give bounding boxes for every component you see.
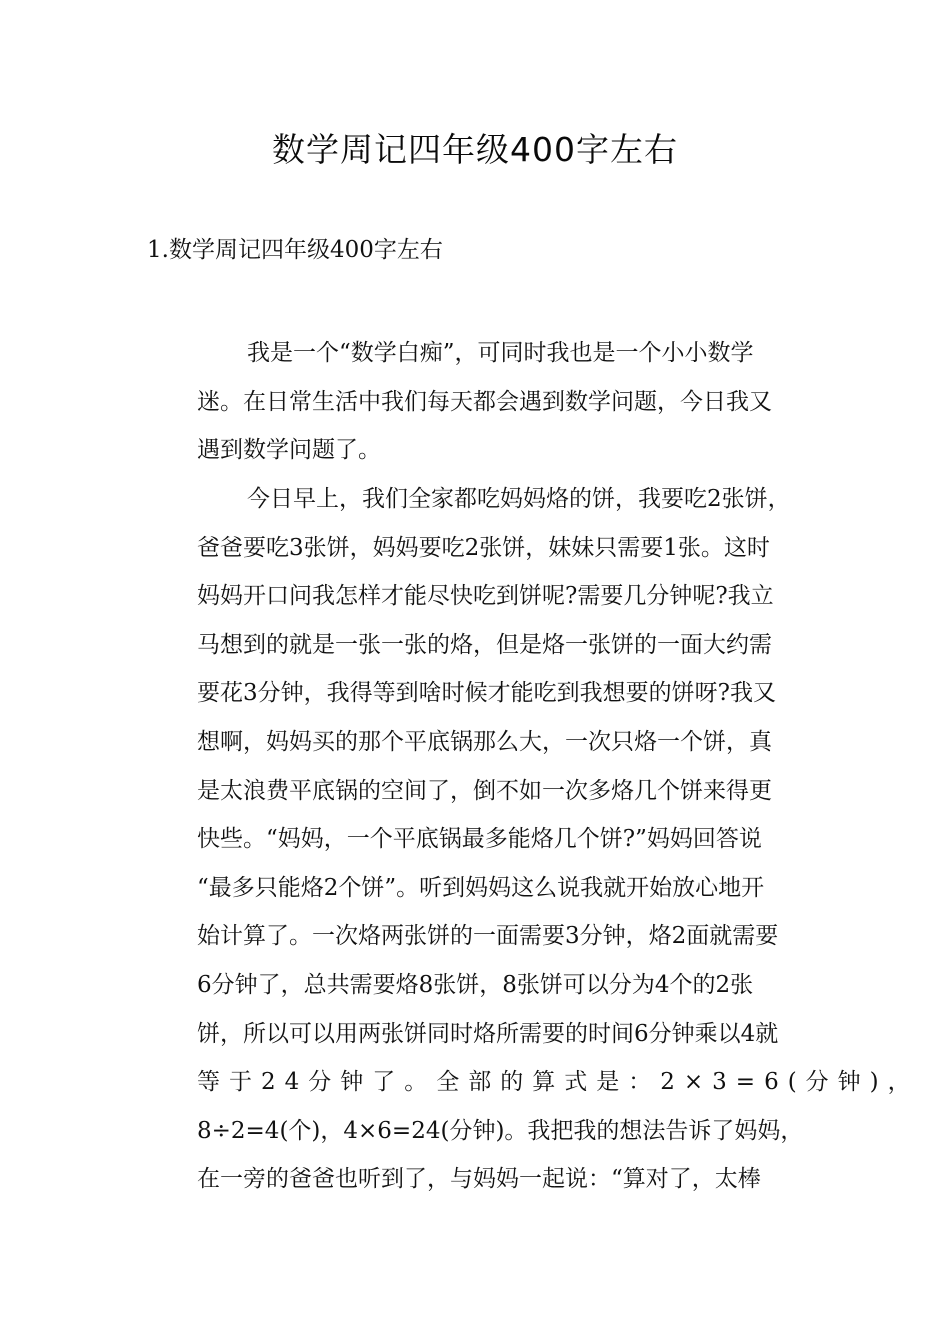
paragraph-line: 我是一个“数学白痴”，可同时我也是一个小小数学: [247, 340, 754, 366]
paragraph-line: 迷。在日常生活中我们每天都会遇到数学问题，今日我又: [197, 388, 772, 415]
section-heading: 1.数学周记四年级400字左右: [147, 237, 443, 263]
paragraph-line: 饼，所以可以用两张饼同时烙所需要的时间6分钟乘以4就: [197, 1020, 779, 1047]
paragraph-line: 妈妈开口问我怎样才能尽快吃到饼呢?需要几分钟呢?我立: [197, 583, 774, 610]
paragraph-line: 6分钟了，总共需要烙8张饼，8张饼可以分为4个的2张: [197, 971, 754, 998]
paragraph-line: 马想到的就是一张一张的烙，但是烙一张饼的一面大约需: [197, 631, 772, 658]
paragraph-line: 是太浪费平底锅的空间了，倒不如一次多烙几个饼来得更: [197, 777, 772, 804]
paragraph-line: 要花3分钟，我得等到啥时候才能吃到我想要的饼呀?我又: [197, 680, 776, 707]
paragraph-line: 想啊，妈妈买的那个平底锅那么大，一次只烙一个饼，真: [197, 728, 772, 755]
paragraph-line: 8÷2=4(个)，4×6=24(分钟)。我把我的想法告诉了妈妈，: [197, 1117, 804, 1144]
paragraph-line: “最多只能烙2个饼”。听到妈妈这么说我就开始放心地开: [197, 874, 765, 901]
paragraph-line: 今日早上，我们全家都吃妈妈烙的饼，我要吃2张饼，: [247, 486, 791, 512]
paragraph-1: [147, 329, 807, 475]
paragraph-line: 快些。“妈妈，一个平底锅最多能烙几个饼?”妈妈回答说: [197, 826, 762, 853]
paragraph-line: 在一旁的爸爸也听到了，与妈妈一起说：“算对了，太棒: [197, 1166, 761, 1193]
paragraph-2: [147, 475, 920, 1235]
paragraph-line: 等于24分钟了。全部的算式是：2×3=6(分钟)，: [197, 1069, 920, 1096]
document-body: [147, 329, 920, 1235]
paragraph-line: 始计算了。一次烙两张饼的一面需要3分钟，烙2面就需要: [197, 923, 779, 950]
document-title: 数学周记四年级400字左右: [272, 130, 678, 169]
paragraph-line: 爸爸要吃3张饼，妈妈要吃2张饼，妹妹只需要1张。这时: [197, 534, 770, 561]
paragraph-line: 遇到数学问题了。: [197, 437, 381, 464]
